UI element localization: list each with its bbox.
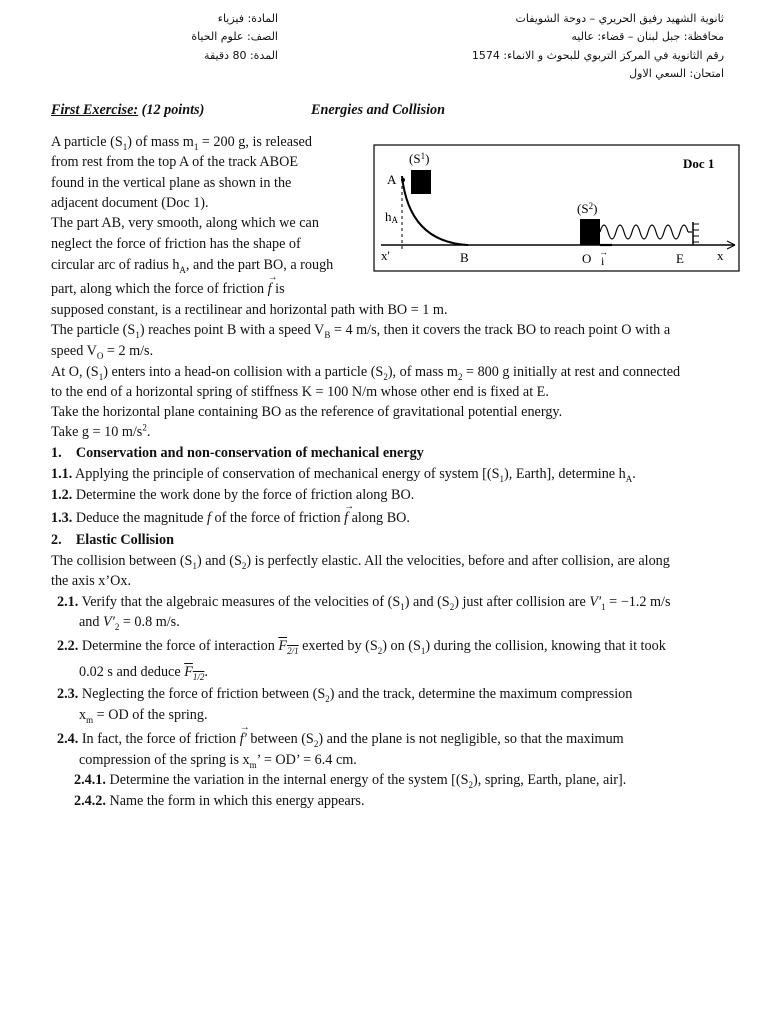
text-line: neglect the force of friction has the shape of <box>51 236 301 252</box>
subject: المادة: فيزياء <box>217 12 278 25</box>
school-name: ثانوية الشهيد رفيق الحريري – دوحة الشويفات <box>515 12 724 25</box>
question-2-4-cont: compression of the spring is $x_m$’ = OD’ = 6.4 cm. <box>79 752 357 770</box>
exercise-topic: Energies and Collision <box>311 102 446 118</box>
exam-name: امتحان: السعي الاول <box>629 67 724 80</box>
svg-text:(S2): $(S^2)$ <box>577 201 598 216</box>
point-e-label: E <box>676 251 684 266</box>
question-2-2: 2.2. Determine the force of interaction $F_{2/1}$ exerted by $(S_2)$ on $(S_1)$ during the collision, knowing that it took <box>57 638 666 656</box>
part1-heading: 1. Conservation and non-conservation of mechanical energy <box>51 445 424 461</box>
text-line: supposed constant, is a rectilinear and horizontal path with BO = 1 m. <box>51 302 448 318</box>
doc1-figure <box>373 144 740 272</box>
duration: المدة: 80 دقيقة <box>204 49 278 62</box>
question-1-1: 1.1. Applying the principle of conservation of mechanical energy of system [$(S_1)$, Earth], determine $h_A$. <box>51 466 636 484</box>
doc1-label: Doc 1 <box>683 156 715 171</box>
class-name: الصف: علوم الحياة <box>191 30 278 43</box>
exercise-points: (12 points) <box>141 102 205 118</box>
text-line: adjacent document (Doc 1). <box>51 195 209 211</box>
question-2-4-1: 2.4.1. Determine the variation in the internal energy of the system [$(S_2)$, spring, Earth, plane, air]. <box>74 772 627 790</box>
text-line: Take the horizontal plane containing BO as the reference of gravitational potential energy. <box>51 404 563 420</box>
text-line: found in the vertical plane as shown in the <box>51 175 292 191</box>
text-line: from rest from the top A of the track ABOE <box>51 154 299 170</box>
question-1-3: 1.3. Deduce the magnitude f of the force of friction → f along BO. <box>51 508 410 528</box>
question-2-3: 2.3. Neglecting the force of friction between $(S_2)$ and the track, determine the maximum compression <box>57 686 633 704</box>
point-b-label: B <box>460 250 469 265</box>
text-line: part, along which the force of friction → f is <box>51 279 285 299</box>
text-line: to the end of a horizontal spring of stiffness K = 100 N/m whose other end is fixed at E. <box>51 384 549 400</box>
text-line: speed $V_O = 2$ m/s. <box>51 343 154 361</box>
part2-heading: 2. Elastic Collision <box>51 532 174 548</box>
question-2-4: 2.4. In fact, the force of friction → f′ between $(S_2)$ and the plane is not negligible, so that the maximum <box>57 729 624 749</box>
text-line: The collision between $(S_1)$ and $(S_2)$ is perfectly elastic. All the velocities, before and after collision, are along <box>51 553 670 571</box>
text-line: circular arc of radius $h_A$, and the part BO, a rough <box>51 257 334 275</box>
friction-vector: → f <box>268 279 272 299</box>
governorate: محافظة: جبل لبنان – قضاء: عاليه <box>571 30 724 43</box>
text-line: At O, $(S_1)$ enters into a head-on collision with a particle $(S_2)$, of mass $m_2 = 800$ g initially at rest and connected <box>51 364 681 382</box>
exercise-title: First Exercise: <box>51 102 139 118</box>
exercise-heading <box>51 100 204 120</box>
point-a-label: A <box>387 172 397 187</box>
question-2-4-2: 2.4.2. Name the form in which this energy appears. <box>74 793 365 809</box>
text-line: A particle $(S_1)$ of mass $m_1 = 200$ g, is released <box>51 134 312 152</box>
question-1-2: 1.2. Determine the work done by the force of friction along BO. <box>51 487 415 503</box>
spring <box>600 225 688 239</box>
point-o-label: O <box>582 251 592 266</box>
question-2-1: 2.1. Verify that the algebraic measures of the velocities of $(S_1)$ and $(S_2)$ just after collision are $V'_1 = -1.2$ m/s <box>57 594 671 612</box>
unit-vector-i-label: i <box>601 254 605 268</box>
text-line: Take g = 10 $m/s^2$. <box>51 422 151 440</box>
svg-text:hA: hA <box>385 209 398 225</box>
center-number: رقم الثانوية في المركز التربوي للبحوث و الانماء: 1574 <box>471 49 724 62</box>
question-2-2-cont: 0.02 s and deduce $F_{1/2}$. <box>79 664 208 682</box>
block-s2 <box>580 219 600 245</box>
question-2-1-cont: and $V'_2 = 0.8$ m/s. <box>79 614 180 632</box>
question-2-3-cont: $x_m$ = OD of the spring. <box>79 707 208 725</box>
block-s1 <box>411 170 431 194</box>
x-prime-label: x' <box>381 248 390 263</box>
text-line: The particle $(S_1)$ reaches point B with a speed $V_B = 4$ m/s, then it covers the track BO to reach point O with a <box>51 322 671 340</box>
text-line: The part AB, very smooth, along which we can <box>51 215 319 231</box>
text-line: the axis x’Ox. <box>51 573 131 589</box>
x-label: x <box>717 248 724 263</box>
svg-text:→: → <box>599 247 608 257</box>
svg-text:(S1): $(S^1)$ <box>409 151 430 166</box>
